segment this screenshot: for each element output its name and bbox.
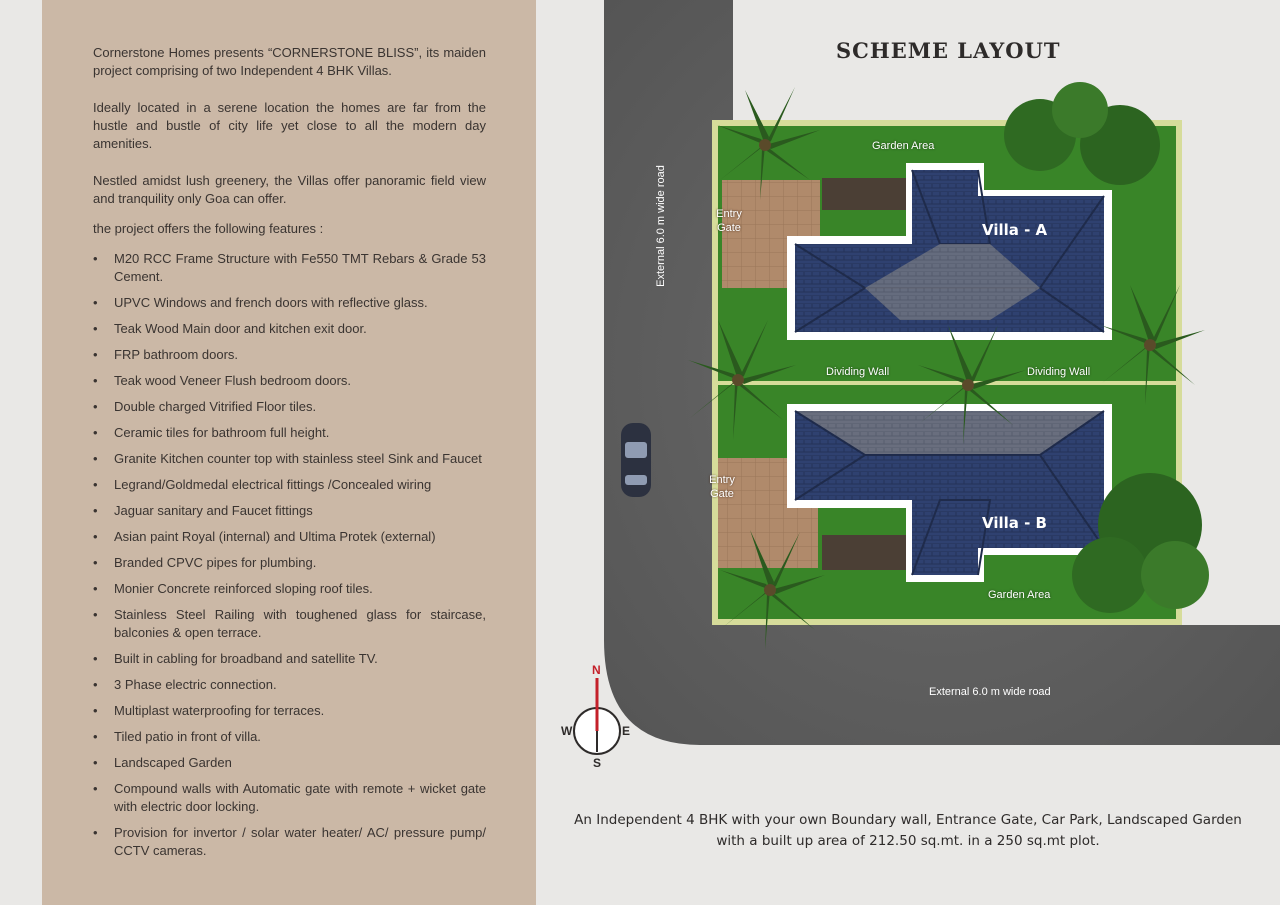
feature-item: • Multiplast waterproofing for terraces. [93,702,486,720]
greenery-paragraph: Nestled amidst lush greenery, the Villas offer panoramic field view and tranquility only Goa can offer. [93,173,486,206]
feature-item: • Ceramic tiles for bathroom full height. [93,424,486,442]
villa-a-label: Villa - A [982,221,1048,239]
caption-line-2: with a built up area of 212.50 sq.mt. in a 250 sq.mt plot. [716,833,1100,849]
feature-item: • M20 RCC Frame Structure with Fe550 TMT Rebars & Grade 53 Cement. [93,250,486,286]
feature-item: • Landscaped Garden [93,754,486,772]
horizontal-road-label: External 6.0 m wide road [929,686,1051,698]
entry-gate-top-label [709,207,749,235]
feature-item: • Jaguar sanitary and Faucet fittings [93,502,486,520]
villa-b-label: Villa - B [982,514,1047,532]
feature-item: • Provision for invertor / solar water heater/ AC/ pressure pump/ CCTV cameras. [93,824,486,860]
feature-item: • Legrand/Goldmedal electrical fittings /Concealed wiring [93,476,486,494]
feature-item: • Granite Kitchen counter top with stainless steel Sink and Faucet [93,450,486,468]
compass-east-label: E [622,724,631,738]
plot-caption [560,810,1256,852]
vertical-road-label: External 6.0 m wide road [655,165,667,287]
scheme-layout-title: SCHEME LAYOUT [836,38,1061,63]
feature-item: • Built in cabling for broadband and satellite TV. [93,650,486,668]
entry-gate-bottom-label [702,473,742,501]
entry-gate-top-line2: Gate [717,222,741,234]
dividing-wall-right-label: Dividing Wall [1027,366,1091,378]
features-intro: the project offers the following features : [93,221,324,236]
dividing-wall-left-label: Dividing Wall [826,366,890,378]
feature-item: • Compound walls with Automatic gate with remote + wicket gate with electric door locking. [93,780,486,816]
feature-item: • Asian paint Royal (internal) and Ultima Protek (external) [93,528,486,546]
compass-north-label: N [592,663,601,677]
feature-item: • Stainless Steel Railing with toughened glass for staircase, balconies & open terrace. [93,606,486,642]
entry-gate-bottom-line2: Gate [710,488,734,500]
entry-gate-bottom-line1: Entry [709,474,735,486]
feature-item: • Double charged Vitrified Floor tiles. [93,398,486,416]
feature-item: • Monier Concrete reinforced sloping roof tiles. [93,580,486,598]
entry-gate-top-line1: Entry [716,208,742,220]
garden-area-top-label: Garden Area [872,140,935,152]
garden-area-bottom-label: Garden Area [988,589,1051,601]
caption-line-1: An Independent 4 BHK with your own Boundary wall, Entrance Gate, Car Park, Landscaped Garden [574,812,1242,828]
intro-paragraph: Cornerstone Homes presents “CORNERSTONE BLISS”, its maiden project comprising of two Independent 4 BHK Villas. [93,45,486,78]
feature-item: • 3 Phase electric connection. [93,676,486,694]
feature-item: • Teak wood Veneer Flush bedroom doors. [93,372,486,390]
feature-item: • Teak Wood Main door and kitchen exit door. [93,320,486,338]
feature-item: • Tiled patio in front of villa. [93,728,486,746]
car-icon [621,423,651,497]
location-paragraph: Ideally located in a serene location the homes are far from the hustle and bustle of city life yet close to all the modern day amenities. [93,100,486,151]
compass-west-label: W [561,724,573,738]
compass-south-label: S [593,756,602,770]
feature-item: • Branded CPVC pipes for plumbing. [93,554,486,572]
feature-item: • FRP bathroom doors. [93,346,486,364]
dividing-wall [718,381,1176,385]
feature-item: • UPVC Windows and french doors with reflective glass. [93,294,486,312]
